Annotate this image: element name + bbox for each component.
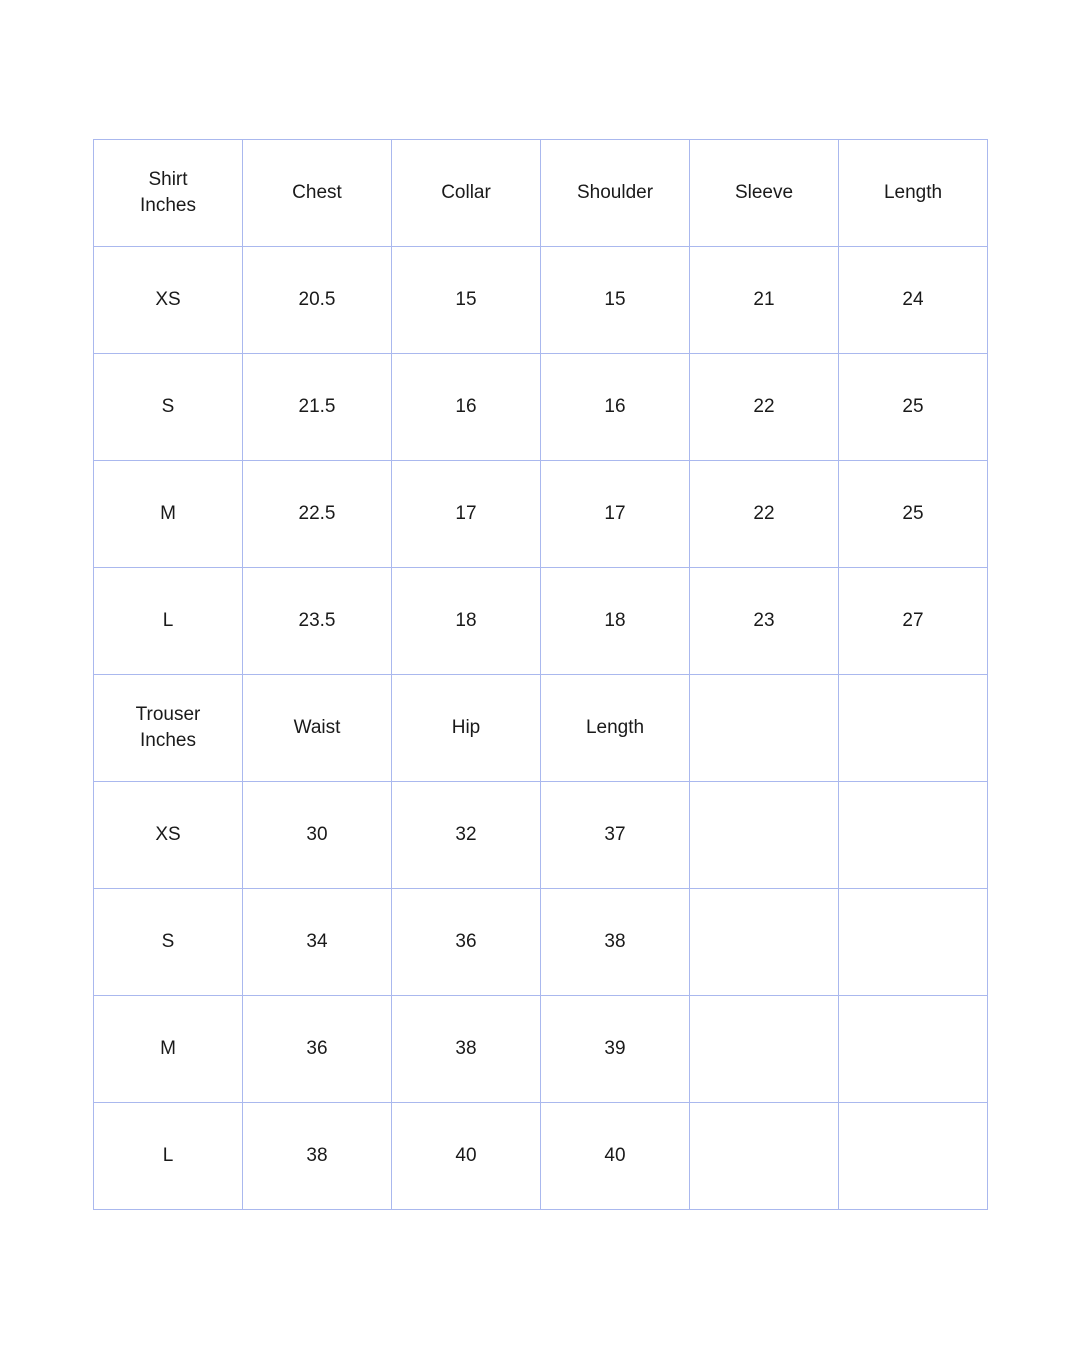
table-cell: 25 (839, 461, 988, 568)
shirt-col-shoulder: Shoulder (541, 140, 690, 247)
trouser-col-waist: Waist (243, 675, 392, 782)
table-cell: 15 (541, 247, 690, 354)
shirt-row-s (94, 354, 988, 461)
size-chart-table (93, 139, 988, 1210)
trouser-col-length: Length (541, 675, 690, 782)
shirt-header-row (94, 140, 988, 247)
size-label: XS (94, 782, 243, 889)
table-cell: 38 (392, 996, 541, 1103)
trouser-row-xs (94, 782, 988, 889)
trouser-row-l (94, 1103, 988, 1210)
shirt-col-length: Length (839, 140, 988, 247)
size-label: S (94, 889, 243, 996)
shirt-row-m (94, 461, 988, 568)
table-cell: 30 (243, 782, 392, 889)
table-cell: 34 (243, 889, 392, 996)
table-cell: 20.5 (243, 247, 392, 354)
size-label: M (94, 461, 243, 568)
table-cell: 21.5 (243, 354, 392, 461)
table-cell: 36 (392, 889, 541, 996)
size-label: XS (94, 247, 243, 354)
empty-cell (690, 889, 839, 996)
empty-cell (839, 996, 988, 1103)
table-cell: 37 (541, 782, 690, 889)
table-cell: 16 (541, 354, 690, 461)
table-cell: 17 (392, 461, 541, 568)
trouser-header-row (94, 675, 988, 782)
shirt-title-line1: Shirt (148, 169, 188, 190)
empty-cell (839, 1103, 988, 1210)
table-cell: 22.5 (243, 461, 392, 568)
table-cell: 22 (690, 461, 839, 568)
shirt-header-title (94, 140, 243, 247)
empty-cell (839, 782, 988, 889)
table-cell: 40 (392, 1103, 541, 1210)
empty-cell (690, 675, 839, 782)
table-cell: 24 (839, 247, 988, 354)
shirt-col-chest: Chest (243, 140, 392, 247)
shirt-title-line2: Inches (140, 195, 196, 216)
table-cell: 39 (541, 996, 690, 1103)
table-cell: 15 (392, 247, 541, 354)
table-cell: 32 (392, 782, 541, 889)
size-label: S (94, 354, 243, 461)
table-cell: 16 (392, 354, 541, 461)
empty-cell (839, 889, 988, 996)
table-cell: 27 (839, 568, 988, 675)
shirt-col-sleeve: Sleeve (690, 140, 839, 247)
empty-cell (690, 782, 839, 889)
table-cell: 22 (690, 354, 839, 461)
empty-cell (839, 675, 988, 782)
table-cell: 21 (690, 247, 839, 354)
table-cell: 38 (541, 889, 690, 996)
table-cell: 18 (392, 568, 541, 675)
trouser-row-s (94, 889, 988, 996)
table-cell: 23.5 (243, 568, 392, 675)
trouser-header-title (94, 675, 243, 782)
table-cell: 25 (839, 354, 988, 461)
size-label: L (94, 1103, 243, 1210)
table-cell: 36 (243, 996, 392, 1103)
trouser-title-line1: Trouser (135, 704, 201, 725)
trouser-row-m (94, 996, 988, 1103)
size-label: L (94, 568, 243, 675)
table-cell: 40 (541, 1103, 690, 1210)
table-cell: 38 (243, 1103, 392, 1210)
shirt-col-collar: Collar (392, 140, 541, 247)
trouser-col-hip: Hip (392, 675, 541, 782)
table-cell: 18 (541, 568, 690, 675)
shirt-row-l (94, 568, 988, 675)
trouser-title-line2: Inches (140, 730, 196, 751)
size-label: M (94, 996, 243, 1103)
empty-cell (690, 996, 839, 1103)
table-cell: 23 (690, 568, 839, 675)
shirt-row-xs (94, 247, 988, 354)
table-cell: 17 (541, 461, 690, 568)
empty-cell (690, 1103, 839, 1210)
